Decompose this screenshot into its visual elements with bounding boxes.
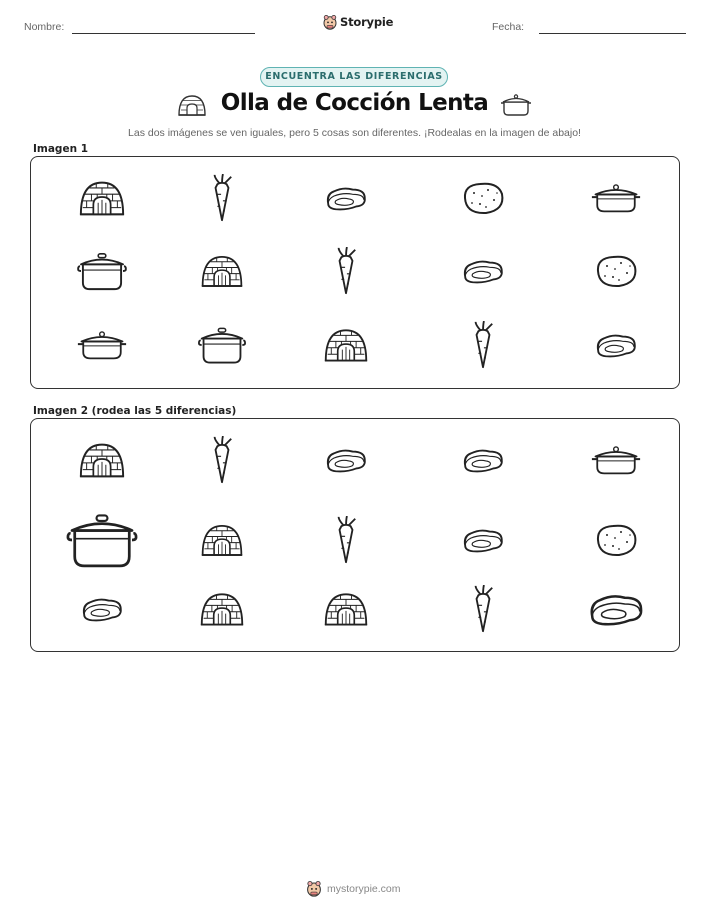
igloo-icon [200, 253, 244, 289]
carrot-icon[interactable] [333, 516, 359, 564]
picture-2-label: Imagen 2 (rodea las 5 diferencias) [33, 405, 237, 417]
page-title: Olla de Cocción Lenta [220, 90, 489, 116]
igloo-icon[interactable] [78, 440, 126, 480]
potato-icon [460, 180, 506, 216]
pot-wide-icon [591, 181, 641, 215]
cooking-pot-icon [499, 93, 533, 117]
igloo-icon [78, 178, 126, 218]
igloo-icon[interactable] [323, 590, 369, 628]
igloo-icon[interactable] [200, 521, 244, 559]
carrot-icon [333, 247, 359, 295]
steak-icon[interactable] [461, 445, 505, 475]
pot-icon [77, 250, 127, 292]
activity-badge: ENCUENTRA LAS DIFERENCIAS [260, 67, 448, 87]
igloo-icon[interactable] [199, 590, 245, 628]
footer [306, 880, 401, 897]
carrot-icon [209, 174, 235, 222]
footer-url: mystorypie.com [327, 882, 401, 895]
name-label: Nombre: [24, 21, 65, 33]
date-field[interactable] [539, 33, 686, 34]
carrot-icon[interactable] [209, 436, 235, 484]
steak-icon [324, 183, 368, 213]
name-field[interactable] [72, 33, 255, 34]
storypie-logo [323, 14, 393, 30]
steak-icon[interactable] [584, 589, 648, 629]
brand-name: Storypie [340, 15, 394, 29]
pot-icon [198, 324, 246, 366]
steak-icon [594, 330, 638, 360]
pot-wide-icon[interactable] [591, 443, 641, 477]
steak-icon [461, 256, 505, 286]
instructions: Las dos imágenes se ven iguales, pero 5 cosas son diferentes. ¡Rodealas en la imagen de abajo! [128, 127, 581, 139]
potato-icon[interactable] [593, 522, 639, 558]
picture-1-label: Imagen 1 [33, 143, 89, 155]
pot-wide-icon [77, 328, 127, 362]
carrot-icon[interactable] [470, 585, 496, 633]
steak-icon[interactable] [80, 594, 124, 624]
storypie-mascot-icon [306, 880, 322, 897]
pot-icon[interactable] [66, 510, 138, 570]
steak-icon[interactable] [324, 445, 368, 475]
potato-icon [593, 253, 639, 289]
carrot-icon [470, 321, 496, 369]
storypie-mascot-icon [323, 14, 337, 30]
date-label: Fecha: [492, 21, 525, 33]
igloo-icon [323, 326, 369, 364]
steak-icon[interactable] [461, 525, 505, 555]
